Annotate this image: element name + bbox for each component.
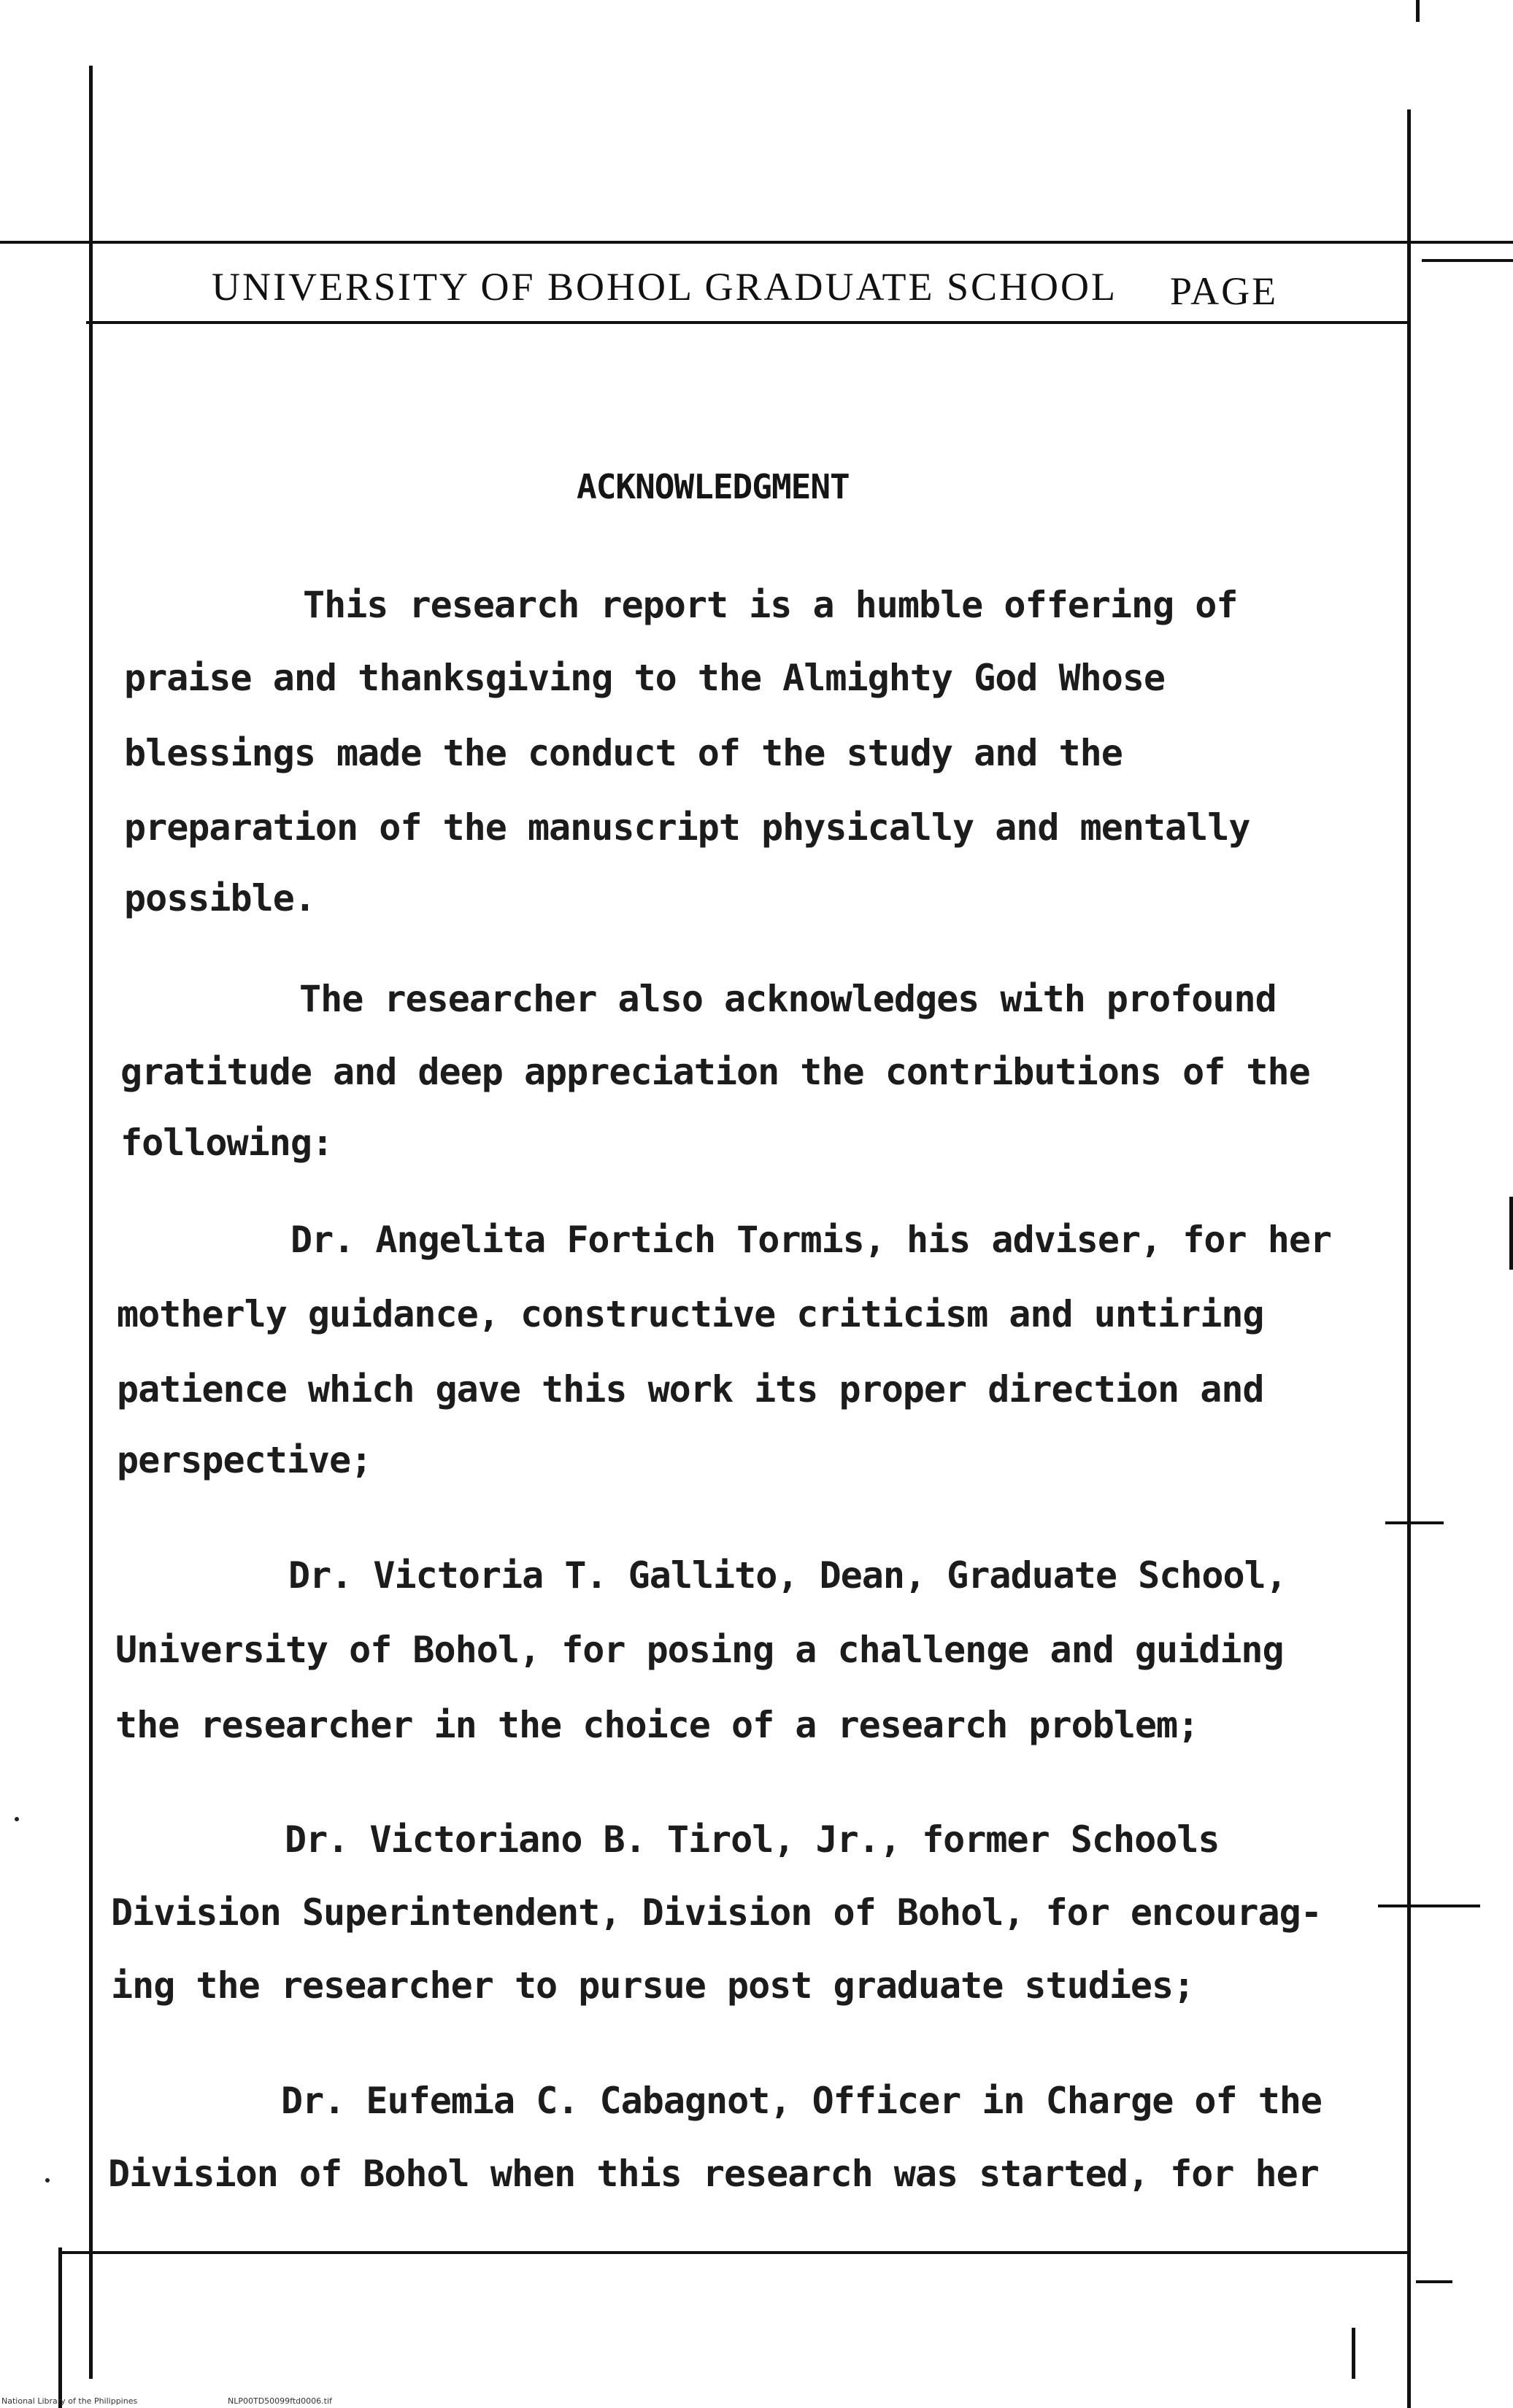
margin-mark: [1385, 1521, 1444, 1524]
paragraph-line: gratitude and deep appreciation the contributions of the: [120, 1051, 1310, 1093]
paragraph-line: Dr. Eufemia C. Cabagnot, Officer in Charge of the: [281, 2080, 1323, 2122]
header-bottom-rule: [86, 321, 1409, 324]
paragraph-line: perspective;: [117, 1439, 372, 1481]
paragraph-line: Division Superintendent, Division of Bohol, for encourag-: [111, 1891, 1322, 1934]
paragraph-line: Dr. Victoria T. Gallito, Dean, Graduate School,: [288, 1554, 1287, 1597]
margin-mark: [1416, 2280, 1452, 2283]
paragraph-line: Dr. Angelita Fortich Tormis, his adviser, for her: [290, 1219, 1332, 1261]
paragraph-line: the researcher in the choice of a research problem;: [115, 1704, 1199, 1746]
paragraph-line: ing the researcher to pursue post graduate studies;: [111, 1964, 1195, 2007]
paragraph-line: The researcher also acknowledges with profound: [299, 978, 1277, 1020]
scan-speck: [15, 1817, 19, 1821]
paragraph-line: following:: [120, 1122, 334, 1164]
paragraph-line: Dr. Victoriano B. Tirol, Jr., former Schools: [285, 1818, 1220, 1861]
paragraph-line: possible.: [124, 877, 315, 919]
right-border-line-upper: [1416, 0, 1420, 22]
right-border-line: [1407, 109, 1411, 2408]
paragraph-line: This research report is a humble offering of: [303, 584, 1238, 626]
paragraph-line: motherly guidance, constructive criticism and untiring: [117, 1293, 1264, 1335]
header-institution: UNIVERSITY OF BOHOL GRADUATE SCHOOL: [212, 265, 1118, 309]
paragraph-line: preparation of the manuscript physically and mentally: [124, 806, 1250, 849]
footer-library: National Library of the Philippines: [1, 2396, 138, 2406]
header-top-rule: [0, 241, 1513, 244]
edge-mark: [1352, 2328, 1355, 2379]
paragraph-line: Division of Bohol when this research was started, for her: [108, 2153, 1319, 2195]
footer-rule: [58, 2251, 1409, 2254]
left-border-line: [89, 66, 93, 2379]
header-page-label: PAGE: [1170, 269, 1279, 313]
edge-mark: [1509, 1197, 1513, 1270]
footer-file-id: NLP00TD50099ftd0006.tif: [228, 2396, 332, 2406]
paragraph-line: patience which gave this work its proper direction and: [117, 1368, 1264, 1411]
margin-mark: [1378, 1905, 1480, 1907]
left-border-line-lower: [58, 2247, 62, 2408]
paragraph-line: blessings made the conduct of the study and the: [124, 732, 1123, 774]
paragraph-line: University of Bohol, for posing a challenge and guiding: [115, 1629, 1284, 1671]
margin-mark: [1422, 259, 1513, 262]
scan-speck: [45, 2178, 50, 2183]
page-title: ACKNOWLEDGMENT: [577, 467, 850, 506]
paragraph-line: praise and thanksgiving to the Almighty God Whose: [124, 657, 1166, 699]
